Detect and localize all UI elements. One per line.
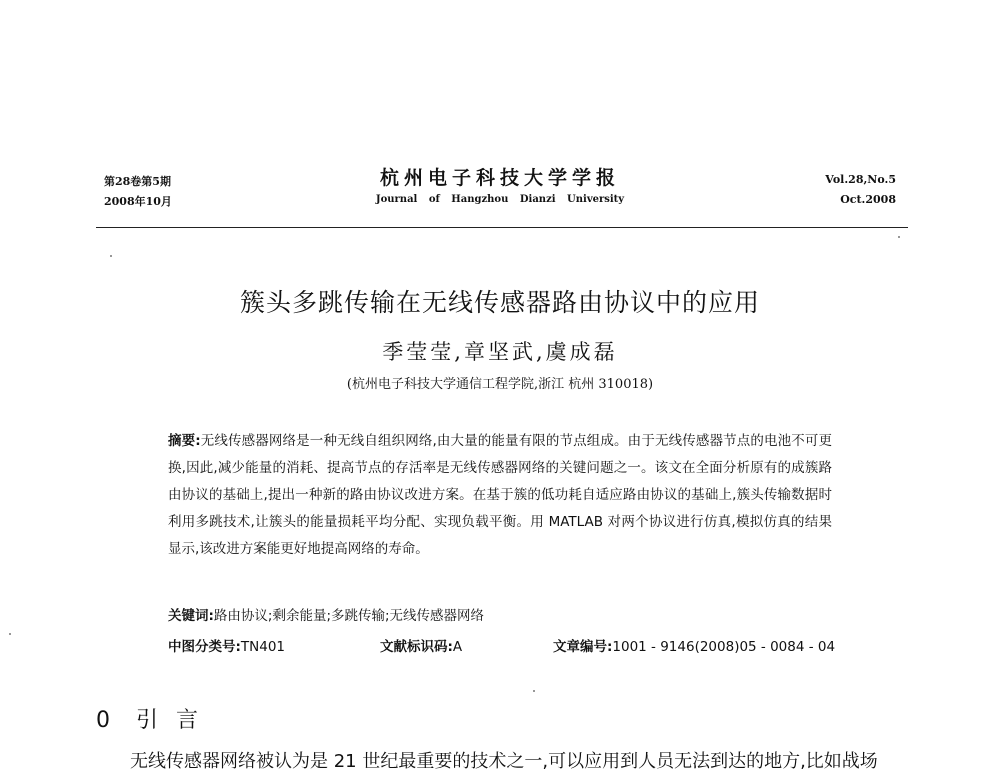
journal-title: 杭州电子科技大学学报	[379, 167, 620, 189]
scan-speck	[533, 690, 535, 692]
keywords	[168, 604, 484, 624]
keywords-text: 路由协议;剩余能量;多跳传输;无线传感器网络	[213, 608, 485, 624]
doc-code-value: A	[452, 639, 463, 655]
body-text-line: 无线传感器网络被认为是 21 世纪最重要的技术之一,可以应用到人员无法到达的地方,比如战场	[130, 751, 878, 772]
issue-number: 第28卷第5期	[104, 175, 171, 188]
header-divider	[96, 227, 908, 228]
scan-speck	[110, 255, 112, 257]
paper-authors: 季莹莹,章坚武,虞成磊	[382, 340, 618, 364]
scan-speck	[898, 236, 900, 238]
document-code	[380, 635, 462, 655]
article-number-label: 文章编号:	[553, 639, 613, 655]
clc-value: TN401	[240, 639, 286, 655]
volume-number: Vol.28,No.5	[825, 173, 896, 186]
section-title: 引言	[136, 708, 217, 733]
author-affiliation: (杭州电子科技大学通信工程学院,浙江 杭州 310018)	[346, 377, 654, 392]
clc-number	[168, 635, 285, 655]
journal-subtitle: Journal of Hangzhou Dianzi University	[375, 194, 625, 205]
doc-code-label: 文献标识码:	[380, 639, 453, 655]
paper-title: 簇头多跳传输在无线传感器路由协议中的应用	[239, 288, 760, 317]
keywords-label: 关键词:	[168, 608, 214, 624]
article-number-value: 1001 - 9146(2008)05 - 0084 - 04	[612, 639, 836, 655]
publication-date: 2008年10月	[104, 195, 172, 208]
section-number: 0	[96, 708, 110, 733]
abstract-label: 摘要:	[168, 433, 201, 449]
article-number	[553, 635, 835, 655]
abstract	[168, 428, 832, 563]
abstract-text: 无线传感器网络是一种无线自组织网络,由大量的能量有限的节点组成。由于无线传感器节点的电池不可更换,因此,减少能量的消耗、提高节点的存活率是无线传感器网络的关键问题之一。该文在全面分析原有的成簇路由协议的基础上,提出一种新的路由协议改进方案。在基于簇的低功耗自适应路由协议的基础上,簇头传输数据时利用多跳技术,让簇头的能量损耗平均分配、实现负载平衡。用 MATLAB 对两个协议进行仿真,模拟仿真的结果显示,该改进方案能更好地提高网络的寿命。	[168, 433, 832, 557]
publication-month: Oct.2008	[840, 193, 896, 206]
section-heading	[96, 703, 216, 734]
scan-speck	[9, 633, 11, 635]
clc-label: 中图分类号:	[168, 639, 241, 655]
